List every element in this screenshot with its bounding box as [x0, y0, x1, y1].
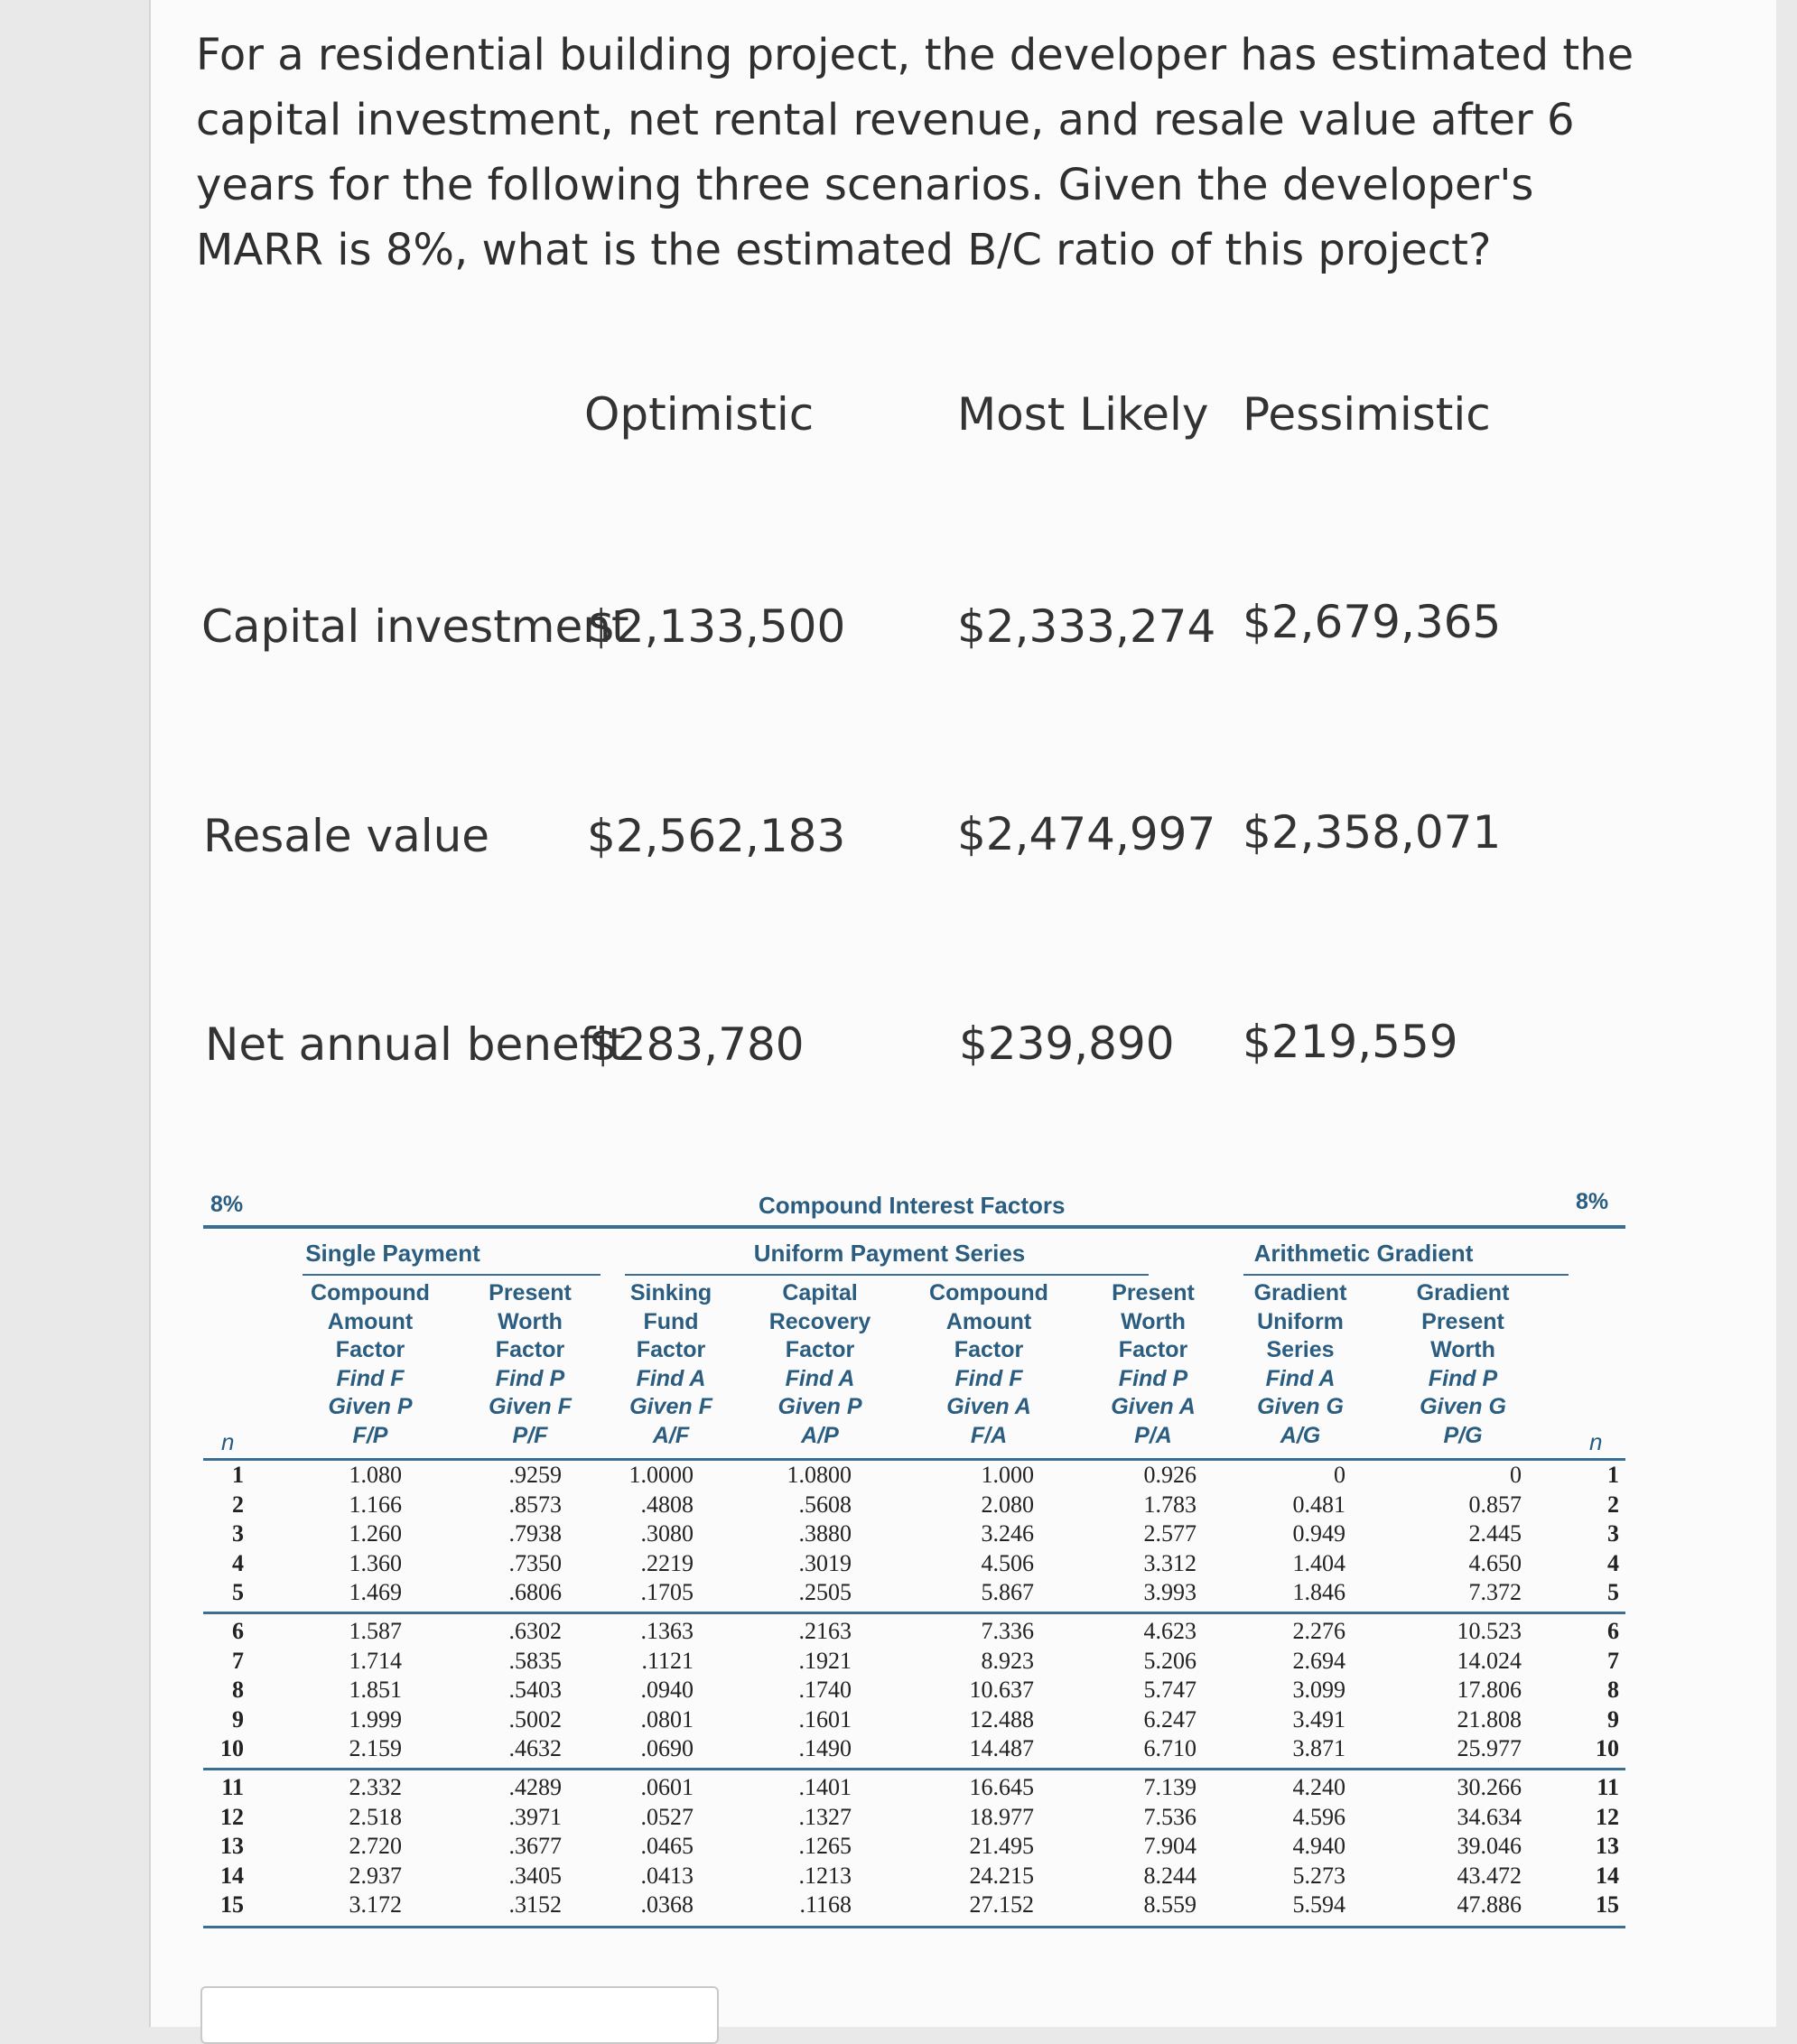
row-n-right: 2 [1607, 1491, 1619, 1518]
factor-cell: 30.266 [1457, 1774, 1522, 1800]
row-label-net-annual-benefit: Net annual benefit [205, 1018, 626, 1071]
factor-cell: 21.495 [969, 1833, 1034, 1859]
factor-cell: 3.312 [1143, 1549, 1196, 1576]
factor-cell: .0368 [640, 1891, 694, 1918]
factor-cell: 1.783 [1143, 1491, 1196, 1518]
table-title: Compound Interest Factors [759, 1192, 1066, 1219]
column-header-line: Find F [954, 1365, 1023, 1391]
factor-cell: 1.166 [349, 1491, 402, 1518]
question-text: For a residential building project, the developer has estimated the capital investment, net rental revenue, and resale value after 6 years for the following three scenarios. Given the developer's MARR is 8%, what is the estimated B/C ratio of this project? [196, 30, 1634, 275]
row-n-left: 11 [221, 1774, 244, 1800]
header-rule [203, 1458, 1625, 1461]
column-symbol: A/G [1280, 1422, 1321, 1448]
column-symbol: A/P [801, 1422, 839, 1448]
factor-cell: 1.469 [349, 1579, 402, 1605]
factor-cell: 7.336 [981, 1618, 1034, 1644]
factor-cell: .0801 [640, 1705, 694, 1733]
row-n-right: 3 [1607, 1520, 1619, 1547]
factor-cell: 21.808 [1457, 1705, 1522, 1733]
row-n-right: 8 [1607, 1677, 1619, 1703]
column-header-line: Capital [782, 1280, 858, 1305]
row-n-right: 15 [1596, 1891, 1619, 1918]
column-symbol: A/F [652, 1422, 690, 1448]
column-header-line: Recovery [768, 1308, 871, 1334]
row-label-resale-value: Resale value [203, 810, 490, 862]
factor-cell: .7938 [508, 1520, 562, 1547]
resale-pessimistic: $2,358,071 [1243, 806, 1502, 859]
row-n-left: 9 [232, 1705, 244, 1733]
benefit-pessimistic: $219,559 [1243, 1016, 1458, 1068]
factor-cell: .1168 [799, 1891, 852, 1918]
factor-cell: .2219 [640, 1549, 694, 1576]
factor-cell: 1.587 [349, 1618, 402, 1644]
factor-cell: .0413 [640, 1862, 694, 1889]
column-header-line: Factor [335, 1337, 405, 1362]
column-header-line: Present [1112, 1280, 1195, 1305]
factor-cell: .3880 [798, 1520, 852, 1547]
row-n-left: 12 [220, 1803, 244, 1830]
factor-cell: .8573 [508, 1491, 562, 1518]
column-header-line: Series [1266, 1337, 1335, 1362]
factor-cell: .2505 [798, 1579, 852, 1605]
factor-cell: .9259 [508, 1462, 562, 1488]
column-header-line: Given F [489, 1394, 572, 1419]
factor-cell: .2163 [798, 1618, 852, 1644]
factor-cell: 2.694 [1292, 1647, 1345, 1674]
factor-cell: 1.0000 [628, 1462, 694, 1488]
factor-cell: 3.172 [349, 1891, 402, 1918]
factor-cell: .3971 [508, 1803, 562, 1830]
row-n-left: 4 [232, 1549, 244, 1576]
factor-cell: .6302 [508, 1618, 562, 1644]
column-header-line: Given P [777, 1394, 862, 1419]
column-symbol: F/P [352, 1422, 388, 1448]
factor-cell: 5.747 [1143, 1677, 1196, 1703]
column-header-line: Worth [1121, 1308, 1186, 1334]
factor-cell: 43.472 [1457, 1862, 1522, 1889]
factor-cell: .1921 [798, 1647, 852, 1674]
factor-cell: 10.523 [1457, 1618, 1522, 1644]
row-n-right: 1 [1607, 1462, 1619, 1488]
column-header-line: Given A [1111, 1394, 1196, 1419]
scenario-pessimistic-header: Pessimistic [1243, 388, 1491, 441]
column-header-line: Present [1421, 1308, 1504, 1334]
capital-pessimistic: $2,679,365 [1243, 596, 1502, 648]
factor-cell: 5.867 [981, 1579, 1034, 1605]
factor-cell: 3.246 [981, 1520, 1034, 1547]
factor-cell: 4.650 [1468, 1549, 1522, 1576]
factor-cell: 4.940 [1292, 1833, 1345, 1859]
group-single-payment: Single Payment [305, 1240, 480, 1267]
group-arithmetic-gradient: Arithmetic Gradient [1253, 1240, 1474, 1267]
column-header-line: Given G [1420, 1394, 1506, 1419]
row-n-left: 14 [220, 1862, 244, 1889]
column-header [1224, 1279, 1377, 1450]
column-header-line: Gradient [1416, 1280, 1510, 1305]
factor-cell: 0.949 [1292, 1520, 1345, 1547]
group-separator-rule [203, 1612, 1625, 1614]
row-n-right: 10 [1596, 1735, 1619, 1761]
n-header-left: n [221, 1428, 235, 1455]
factor-cell: 1.404 [1292, 1549, 1345, 1576]
row-n-left: 8 [232, 1677, 244, 1703]
column-header-line: Factor [636, 1337, 706, 1362]
factor-cell: 1.260 [349, 1520, 402, 1547]
row-n-right: 14 [1596, 1862, 1619, 1889]
column-header-line: Worth [498, 1308, 563, 1334]
column-header-line: Find A [785, 1365, 855, 1391]
column-header-line: Given G [1257, 1394, 1344, 1419]
column-header-line: Factor [954, 1337, 1024, 1362]
factor-cell: .4632 [508, 1735, 562, 1761]
column-header-line: Factor [1118, 1337, 1188, 1362]
row-n-left: 2 [232, 1491, 244, 1518]
factor-cell: 2.159 [349, 1735, 402, 1761]
group-uniform-series: Uniform Payment Series [753, 1240, 1026, 1267]
factor-cell: 8.923 [981, 1647, 1034, 1674]
factor-cell: 2.445 [1468, 1520, 1522, 1547]
factor-cell: 12.488 [969, 1705, 1034, 1733]
column-header-line: Find P [1118, 1365, 1188, 1391]
factor-cell: .5403 [508, 1677, 562, 1703]
factor-cell: 7.904 [1143, 1833, 1196, 1859]
answer-input[interactable] [200, 1986, 719, 2044]
factor-cell: 7.536 [1143, 1803, 1196, 1830]
column-header-line: Given P [328, 1394, 413, 1419]
factor-cell: 1.0800 [787, 1462, 852, 1488]
column-header [743, 1279, 897, 1450]
row-n-right: 6 [1607, 1618, 1619, 1644]
factor-cell: .5608 [798, 1491, 852, 1518]
factor-cell: 3.099 [1292, 1677, 1345, 1703]
column-header-line: Find A [636, 1365, 706, 1391]
row-n-left: 7 [232, 1647, 244, 1674]
column-header [1386, 1279, 1540, 1450]
factor-cell: 39.046 [1457, 1833, 1522, 1859]
column-symbol: P/A [1134, 1422, 1172, 1448]
factor-cell: 0 [1334, 1462, 1345, 1488]
factor-cell: 1.999 [349, 1705, 402, 1733]
factor-cell: 1.714 [349, 1647, 402, 1674]
column-header-line: Gradient [1253, 1280, 1347, 1305]
factor-cell: 2.720 [349, 1833, 402, 1859]
row-n-left: 5 [232, 1579, 244, 1605]
factor-cell: .0527 [640, 1803, 694, 1830]
column-header-line: Find A [1265, 1365, 1336, 1391]
row-n-right: 4 [1607, 1549, 1619, 1576]
factor-cell: .3405 [508, 1862, 562, 1889]
group-rule-gradient [1243, 1274, 1569, 1276]
factor-cell: 1.000 [981, 1462, 1034, 1488]
row-n-right: 5 [1607, 1579, 1619, 1605]
group-rule-single [303, 1274, 601, 1276]
column-header-line: Given F [629, 1394, 712, 1419]
n-header-right: n [1589, 1428, 1603, 1455]
factor-cell: 14.024 [1457, 1647, 1522, 1674]
row-label-capital-investment: Capital investment [201, 600, 629, 653]
factor-cell: .1213 [798, 1862, 852, 1889]
row-n-right: 13 [1596, 1833, 1619, 1859]
resale-optimistic: $2,562,183 [587, 810, 846, 862]
factor-cell: 0 [1510, 1462, 1522, 1488]
column-symbol: P/G [1443, 1422, 1483, 1448]
column-header-line: Amount [945, 1308, 1032, 1334]
factor-cell: .1490 [798, 1735, 852, 1761]
factor-cell: 1.851 [349, 1677, 402, 1703]
benefit-optimistic: $283,780 [589, 1018, 805, 1071]
factor-cell: .3677 [508, 1833, 562, 1859]
column-header-line: Compound [311, 1280, 430, 1305]
factor-cell: 2.332 [349, 1774, 402, 1800]
factor-cell: 1.846 [1292, 1579, 1345, 1605]
table-top-rule [203, 1225, 1625, 1229]
factor-cell: .1705 [640, 1579, 694, 1605]
factor-cell: .5002 [508, 1705, 562, 1733]
factor-cell: .0690 [640, 1735, 694, 1761]
row-n-left: 15 [220, 1891, 244, 1918]
factor-cell: .1363 [640, 1618, 694, 1644]
scenario-optimistic-header: Optimistic [584, 388, 815, 441]
row-n-right: 7 [1607, 1647, 1619, 1674]
factor-cell: 5.206 [1143, 1647, 1196, 1674]
column-header-line: Compound [929, 1280, 1048, 1305]
group-rule-uniform [625, 1274, 1149, 1276]
factor-cell: 1.080 [349, 1462, 402, 1488]
factor-cell: 2.937 [349, 1862, 402, 1889]
row-n-left: 13 [220, 1833, 244, 1859]
factor-cell: .1401 [798, 1774, 852, 1800]
row-n-right: 9 [1607, 1705, 1619, 1733]
group-separator-rule [203, 1768, 1625, 1770]
column-header-line: Factor [495, 1337, 565, 1362]
factor-cell: 8.559 [1143, 1891, 1196, 1918]
factor-cell: .3019 [798, 1549, 852, 1576]
factor-cell: .4289 [508, 1774, 562, 1800]
factor-cell: .0601 [640, 1774, 694, 1800]
factor-cell: 2.080 [981, 1491, 1034, 1518]
factor-cell: 7.139 [1143, 1774, 1196, 1800]
capital-most-likely: $2,333,274 [957, 600, 1216, 653]
table-bottom-rule [203, 1926, 1625, 1928]
factor-cell: .0940 [640, 1677, 694, 1703]
factor-cell: 2.518 [349, 1803, 402, 1830]
column-header-line: Present [489, 1280, 572, 1305]
capital-optimistic: $2,133,500 [587, 600, 846, 653]
factor-cell: 17.806 [1457, 1677, 1522, 1703]
factor-cell: .3152 [508, 1891, 562, 1918]
resale-most-likely: $2,474,997 [957, 808, 1216, 860]
column-header-line: Uniform [1257, 1308, 1344, 1334]
factor-cell: 4.240 [1292, 1774, 1345, 1800]
scenario-most-likely-header: Most Likely [957, 388, 1209, 441]
factor-cell: 6.710 [1143, 1735, 1196, 1761]
factor-cell: 0.481 [1292, 1491, 1345, 1518]
factor-cell: .1121 [641, 1647, 694, 1674]
factor-cell: 27.152 [969, 1891, 1034, 1918]
row-n-right: 12 [1596, 1803, 1619, 1830]
factor-cell: .5835 [508, 1647, 562, 1674]
factor-cell: 7.372 [1468, 1579, 1522, 1605]
factor-cell: .4808 [640, 1491, 694, 1518]
column-header-line: Sinking [629, 1280, 712, 1305]
factor-cell: .3080 [640, 1520, 694, 1547]
factor-cell: 2.577 [1143, 1520, 1196, 1547]
column-header [293, 1279, 447, 1450]
compound-interest-table [203, 1187, 1625, 1928]
column-header [912, 1279, 1066, 1450]
column-header-line: Given A [946, 1394, 1031, 1419]
column-header [1076, 1279, 1230, 1450]
factor-cell: 1.360 [349, 1549, 402, 1576]
factor-cell: .7350 [508, 1549, 562, 1576]
factor-cell: 4.623 [1143, 1618, 1196, 1644]
column-header [453, 1279, 607, 1450]
factor-cell: 5.273 [1292, 1862, 1345, 1889]
factor-cell: 47.886 [1457, 1891, 1522, 1918]
factor-cell: 14.487 [969, 1735, 1034, 1761]
factor-cell: 4.506 [981, 1549, 1034, 1576]
factor-cell: 18.977 [969, 1803, 1034, 1830]
rate-label-right: 8% [1576, 1189, 1609, 1214]
factor-cell: 24.215 [969, 1862, 1034, 1889]
column-header-line: Factor [785, 1337, 855, 1362]
factor-cell: .1740 [798, 1677, 852, 1703]
factor-cell: 16.645 [969, 1774, 1034, 1800]
factor-cell: .1265 [798, 1833, 852, 1859]
factor-cell: 34.634 [1457, 1803, 1522, 1830]
row-n-left: 3 [232, 1520, 244, 1547]
column-symbol: P/F [512, 1422, 548, 1448]
factor-cell: 5.594 [1292, 1891, 1345, 1918]
factor-cell: 0.926 [1143, 1462, 1196, 1488]
row-n-right: 11 [1597, 1774, 1619, 1800]
row-n-left: 6 [232, 1618, 244, 1644]
column-header-line: Amount [327, 1308, 414, 1334]
rate-label-left: 8% [210, 1192, 244, 1217]
factor-cell: .0465 [640, 1833, 694, 1859]
factor-cell: 3.491 [1292, 1705, 1345, 1733]
factor-cell: 3.993 [1143, 1579, 1196, 1605]
factor-cell: 25.977 [1457, 1735, 1522, 1761]
column-header [594, 1279, 748, 1450]
column-header-line: Find F [336, 1365, 405, 1391]
row-n-left: 10 [220, 1735, 244, 1761]
factor-cell: .1601 [798, 1705, 852, 1733]
factor-cell: 3.871 [1292, 1735, 1345, 1761]
column-header-line: Worth [1430, 1337, 1495, 1362]
factor-cell: .1327 [798, 1803, 852, 1830]
factor-cell: 0.857 [1468, 1491, 1522, 1518]
row-n-left: 1 [232, 1462, 244, 1488]
factor-cell: 4.596 [1292, 1803, 1345, 1830]
factor-cell: 6.247 [1143, 1705, 1196, 1733]
column-header-line: Find P [495, 1365, 565, 1391]
column-header-line: Fund [643, 1308, 699, 1334]
column-header-line: Find P [1428, 1365, 1498, 1391]
factor-cell: 2.276 [1292, 1618, 1345, 1644]
column-symbol: F/A [970, 1422, 1008, 1448]
factor-cell: 10.637 [969, 1677, 1034, 1703]
factor-cell: .6806 [508, 1579, 562, 1605]
benefit-most-likely: $239,890 [959, 1017, 1175, 1070]
factor-cell: 8.244 [1143, 1862, 1196, 1889]
